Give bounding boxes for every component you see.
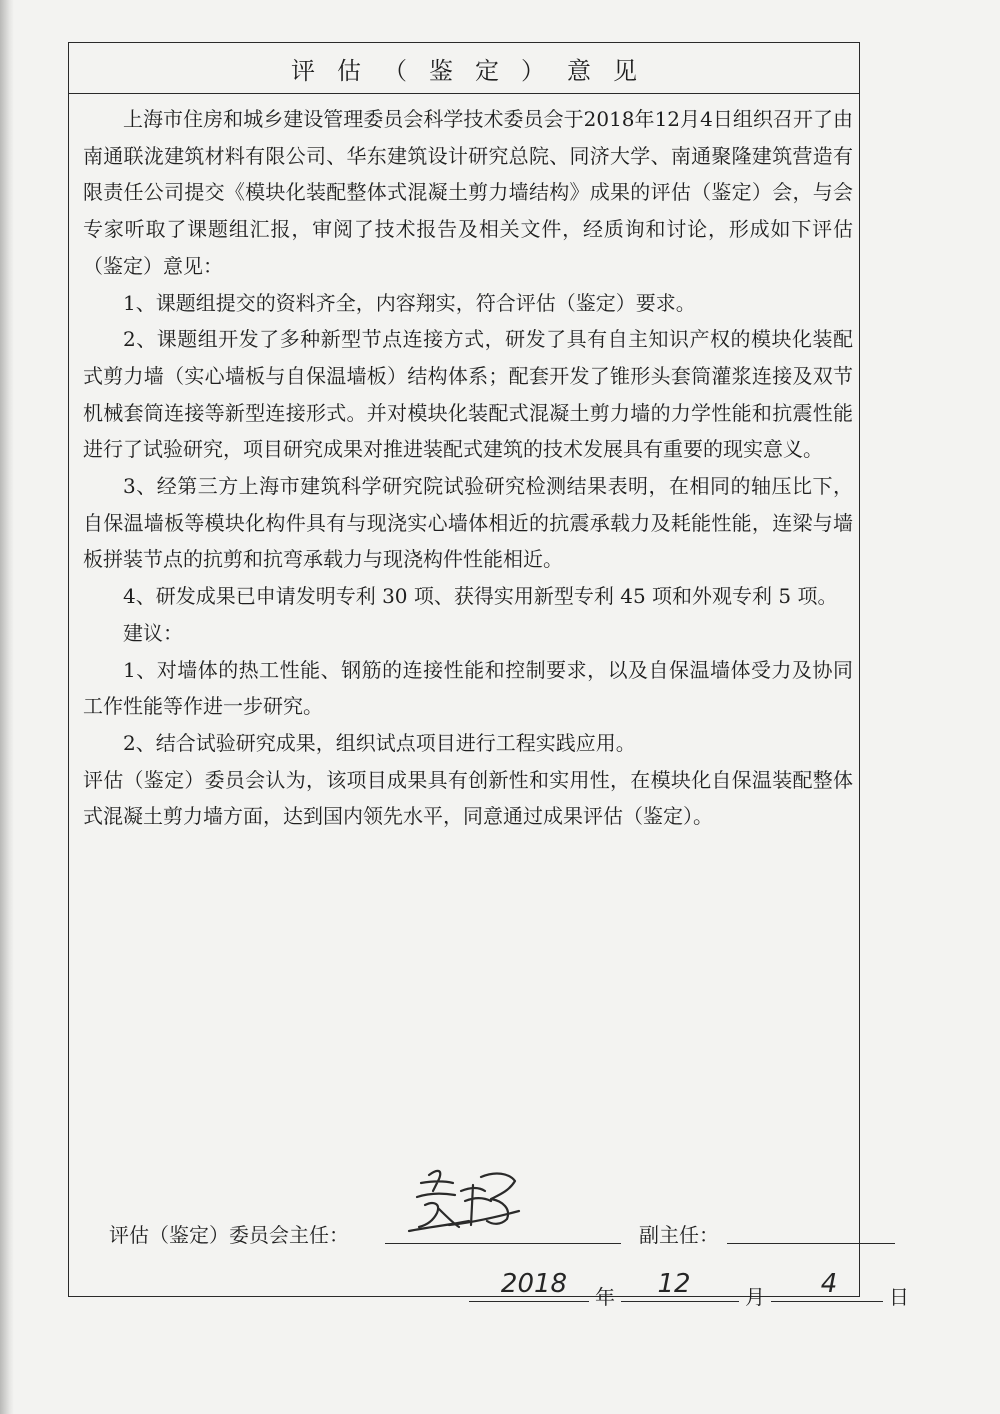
year-value: 2018: [500, 1269, 568, 1299]
suggestion-item-2: 2、结合试验研究成果，组织试点项目进行工程实践应用。: [123, 730, 636, 755]
day-line: [771, 1301, 883, 1302]
month-unit: 月: [745, 1285, 765, 1309]
opinion-item-3: 3、经第三方上海市建筑科学研究院试验研究检测结果表明，在相同的轴压比下，自保温墙板等模块化构件具有与现浇实心墙体相近的抗震承载力及耗能性能，连梁与墙板拼装节点的抗剪和抗弯承载力与现浇构件性能相近。: [83, 474, 853, 572]
suggestion-heading: 建议：: [123, 620, 183, 645]
form-title: 评估（鉴定）意见: [291, 56, 659, 85]
day-unit: 日: [889, 1285, 909, 1309]
day-value: 4: [820, 1269, 838, 1299]
intro-paragraph: 上海市住房和城乡建设管理委员会科学技术委员会于2018年12月4日组织召开了由南通联泷建筑材料有限公司、华东建筑设计研究总院、同济大学、南通聚隆建筑营造有限责任公司提交《模块化装配整体式混凝土剪力墙结构》成果的评估（鉴定）会，与会专家听取了课题组汇报，审阅了技术报告及相关文件，经质询和讨论，形成如下评估（鉴定）意见：: [83, 107, 853, 278]
opinion-item-2: 2、课题组开发了多种新型节点连接方式，研发了具有自主知识产权的模块化装配式剪力墙（实心墙板与自保温墙板）结构体系；配套开发了锥形头套筒灌浆连接及双节机械套筒连接等新型连接形式。并对模块化装配式混凝土剪力墙的力学性能和抗震性能进行了试验研究，项目研究成果对推进装配式建筑的技术发展具有重要的现实意义。: [83, 327, 853, 462]
suggestion-item-1: 1、对墙体的热工性能、钢筋的连接性能和控制要求，以及自保温墙体受力及协同工作性能等作进一步研究。: [83, 657, 853, 719]
month-line: [621, 1301, 739, 1302]
date-row: [469, 1269, 919, 1309]
opinion-item-1: 1、课题组提交的资料齐全，内容翔实，符合评估（鉴定）要求。: [123, 290, 696, 315]
vice-chair-signature-line: [727, 1243, 895, 1244]
chair-label: 评估（鉴定）委员会主任：: [109, 1223, 349, 1247]
year-unit: 年: [595, 1285, 615, 1309]
handwritten-signature: [399, 1161, 529, 1241]
month-value: 12: [657, 1269, 691, 1299]
opinion-body: [83, 101, 853, 835]
conclusion-paragraph: 评估（鉴定）委员会认为，该项目成果具有创新性和实用性，在模块化自保温装配整体式混凝土剪力墙方面，达到国内领先水平，同意通过成果评估（鉴定）。: [83, 767, 853, 829]
form-header: [69, 43, 859, 94]
evaluation-form: [68, 42, 909, 1309]
vice-chair-label: 副主任：: [639, 1223, 719, 1247]
scan-edge-shadow: [0, 0, 14, 1414]
year-line: [469, 1301, 589, 1302]
chair-signature-line: [385, 1243, 621, 1244]
opinion-item-4: 4、研发成果已申请发明专利 30 项、获得实用新型专利 45 项和外观专利 5 项。: [123, 584, 838, 609]
